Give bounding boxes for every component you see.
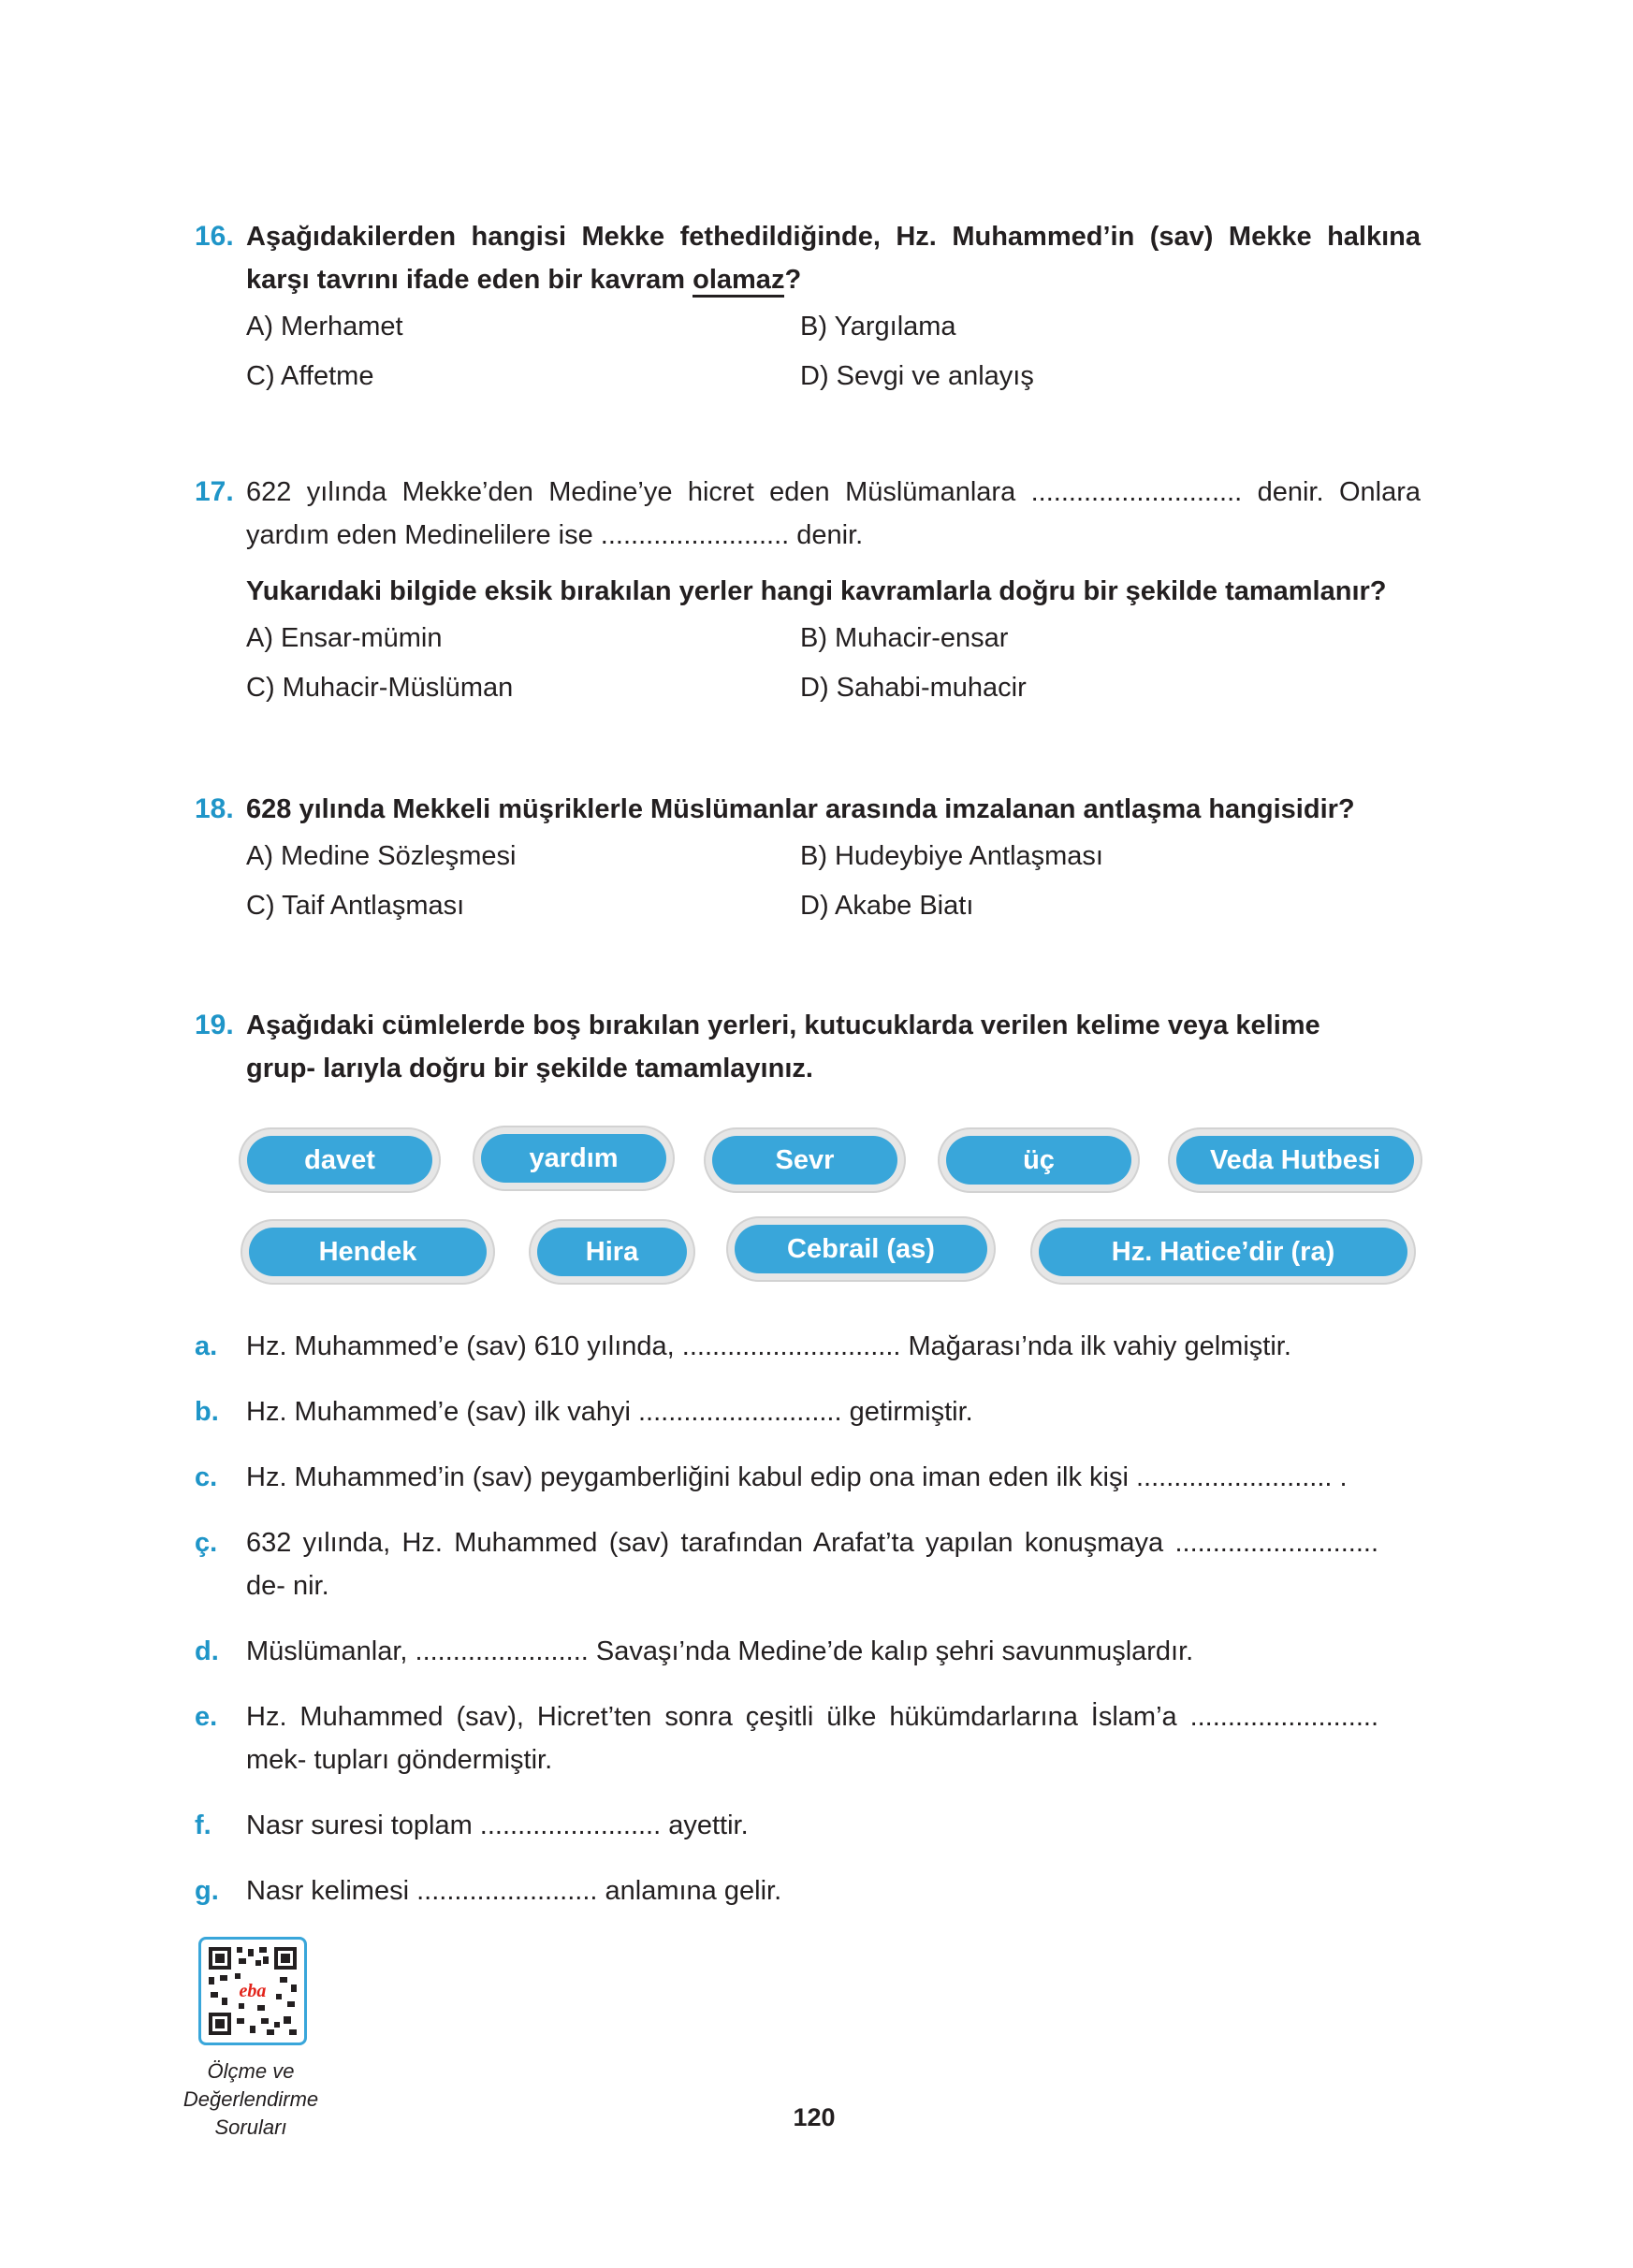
item-letter: f. [195, 1810, 211, 1840]
options [246, 835, 1421, 936]
item-text: Müslümanlar, ....................... Savaşı’nda Medine’de kalıp şehri savunmuşlardır. [246, 1636, 1194, 1666]
item-letter: c. [195, 1462, 218, 1492]
fill-item-c [195, 1456, 1421, 1499]
fill-item-a [195, 1325, 1421, 1368]
question-19 [195, 1004, 1421, 1090]
qr-caption: Ölçme ve Değerlendirme Soruları [182, 2059, 319, 2139]
stem-underlined-word: olamaz [693, 265, 784, 298]
question-17 [195, 471, 1421, 718]
question-stem [246, 215, 1421, 301]
chip-hz-hatice[interactable]: Hz. Hatice’dir (ra) [1039, 1228, 1407, 1276]
chip-sevr[interactable]: Sevr [712, 1136, 897, 1185]
fill-item-f [195, 1804, 1421, 1847]
options [246, 617, 1421, 718]
question-number: 16. [195, 221, 234, 252]
question-18 [195, 788, 1421, 936]
option-a[interactable]: A) Merhamet [246, 312, 403, 342]
chip-hendek[interactable]: Hendek [249, 1228, 487, 1276]
option-d[interactable]: D) Akabe Biatı [800, 891, 974, 921]
question-16 [195, 215, 1421, 406]
chip-hira[interactable]: Hira [537, 1228, 687, 1276]
stem-text: Aşağıdakilerden hangisi Mekke fethedildiğinde, Hz. Muhammed’in (sav) Mekke halkına karşı tavrını ifade eden bir kavram [246, 222, 1421, 295]
question-number: 18. [195, 793, 234, 824]
fill-item-g [195, 1869, 1421, 1912]
item-letter: d. [195, 1636, 219, 1666]
chip-davet[interactable]: davet [247, 1136, 432, 1185]
item-letter: a. [195, 1331, 218, 1361]
item-letter: e. [195, 1702, 218, 1732]
question-number: 17. [195, 476, 234, 507]
option-d[interactable]: D) Sevgi ve anlayış [800, 361, 1034, 391]
item-letter: ç. [195, 1528, 218, 1558]
page-number: 120 [793, 2103, 836, 2131]
qr-code-icon[interactable] [198, 1937, 307, 2045]
stem-end: ? [784, 265, 802, 295]
fill-item-e [195, 1695, 1421, 1781]
chip-uc[interactable]: üç [946, 1136, 1131, 1185]
fill-item-d [195, 1630, 1421, 1673]
option-b[interactable]: B) Hudeybiye Antlaşması [800, 841, 1103, 871]
chip-cebrail[interactable]: Cebrail (as) [735, 1225, 987, 1273]
item-text: Nasr kelimesi ........................ anlamına gelir. [246, 1876, 782, 1906]
option-a[interactable]: A) Medine Sözleşmesi [246, 841, 517, 871]
item-text: Nasr suresi toplam ........................ ayettir. [246, 1810, 749, 1840]
option-a[interactable]: A) Ensar-mümin [246, 623, 443, 653]
question-number: 19. [195, 1010, 234, 1040]
question-prompt: Yukarıdaki bilgide eksik bırakılan yerler hangi kavramlarla doğru bir şekilde tamamlanır? [246, 576, 1387, 606]
chip-veda-hutbesi[interactable]: Veda Hutbesi [1176, 1136, 1414, 1185]
chip-yardim[interactable]: yardım [481, 1134, 666, 1183]
item-text: Hz. Muhammed (sav), Hicret’ten sonra çeşitli ülke hükümdarlarına İslam’a ......................... mek- tupları göndermiştir. [246, 1702, 1378, 1775]
question-text: 622 yılında Mekke’den Medine’ye hicret eden Müslümanlara ............................ denir. Onlara yardım eden Medinelilere ise ......................... denir. [246, 477, 1421, 550]
question-prompt: 628 yılında Mekkeli müşriklerle Müslümanlar arasında imzalanan antlaşma hangisidir? [246, 794, 1355, 824]
option-c[interactable]: C) Muhacir-Müslüman [246, 673, 514, 703]
qr-code-graphic [201, 1940, 304, 2043]
svg-text:eba: eba [239, 1981, 267, 2001]
option-b[interactable]: B) Muhacir-ensar [800, 623, 1009, 653]
item-text: 632 yılında, Hz. Muhammed (sav) tarafından Arafat’ta yapılan konuşmaya ........................... de- nir. [246, 1528, 1378, 1601]
option-d[interactable]: D) Sahabi-muhacir [800, 673, 1027, 703]
item-letter: b. [195, 1397, 219, 1427]
item-text: Hz. Muhammed’e (sav) ilk vahyi ........................... getirmiştir. [246, 1397, 973, 1427]
fill-item-b [195, 1390, 1421, 1433]
question-instruction: Aşağıdaki cümlelerde boş bırakılan yerleri, kutucuklarda verilen kelime veya kelime grup- larıyla doğru bir şekilde tamamlayınız. [246, 1010, 1320, 1083]
option-c[interactable]: C) Taif Antlaşması [246, 891, 465, 921]
item-text: Hz. Muhammed’in (sav) peygamberliğini kabul edip ona iman eden ilk kişi .......................... . [246, 1462, 1348, 1492]
options [246, 305, 1421, 406]
option-c[interactable]: C) Affetme [246, 361, 374, 391]
item-letter: g. [195, 1876, 219, 1906]
option-b[interactable]: B) Yargılama [800, 312, 956, 342]
item-text: Hz. Muhammed’e (sav) 610 yılında, ............................. Mağarası’nda ilk vahiy gelmiştir. [246, 1331, 1291, 1361]
fill-item-c-cedilla [195, 1521, 1421, 1607]
